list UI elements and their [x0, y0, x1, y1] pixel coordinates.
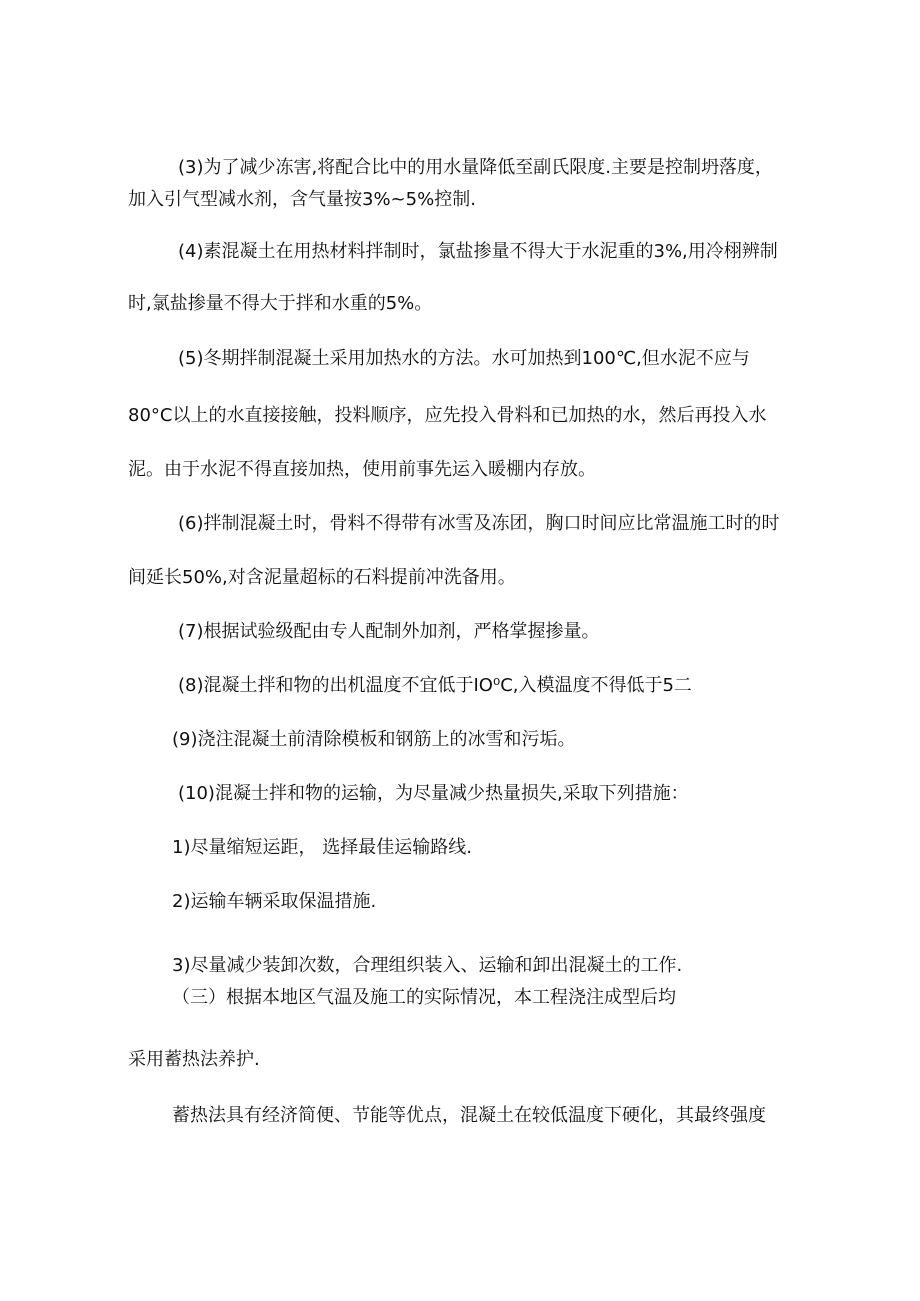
- paragraph-6-line-2: 间延长50%,对含泥量超标的石料提前冲洗备用。: [128, 567, 516, 588]
- list-item-1: 1)尽量缩短运距， 选择最佳运输路线.: [172, 837, 472, 858]
- paragraph-4-line-1: (4)素混凝土在用热材料拌制时，氯盐掺量不得大于水泥重的3%,用冷栩辨制: [178, 241, 778, 262]
- paragraph-5-line-2: 80°C以上的水直接接触，投料顺序，应先投入骨料和已加热的水，然后再投入水: [128, 405, 767, 426]
- paragraph-9: (9)浇注混凝土前清除模板和钢筋上的冰雪和污垢。: [172, 729, 576, 750]
- paragraph-10: (10)混凝士拌和物的运输，为尽量减少热量损失,采取下列措施：: [178, 783, 689, 804]
- section-three-line-1: （三）根据本地区气温及施工的实际情况，本工程浇注成型后均: [172, 987, 676, 1008]
- paragraph-3-line-1: (3)为了减少冻害,将配合比中的用水量降低至副氏限度.主要是控制坍落度，: [178, 157, 773, 178]
- list-item-2: 2)运输车辆采取保温措施.: [172, 891, 377, 912]
- heat-storage-paragraph-line-1: 蓄热法具有经济简便、节能等优点，混凝土在较低温度下硬化，其最终强度: [172, 1105, 766, 1126]
- paragraph-3-line-2: 加入引气型减水剂，含气量按3%~5%控制.: [128, 189, 476, 210]
- paragraph-5-line-1: (5)冬期拌制混凝土采用加热水的方法。水可加热到100℃,但水泥不应与: [178, 348, 750, 369]
- section-three-line-2: 采用蓄热法养护.: [128, 1049, 260, 1070]
- paragraph-7: (7)根据试验级配由专人配制外加剂，严格掌握掺量。: [178, 621, 600, 642]
- paragraph-5-line-3: 泥。由于水泥不得直接加热，使用前事先运入暖棚内存放。: [128, 459, 596, 480]
- paragraph-8: (8)混凝土拌和物的出机温度不宜低于IO⁰C,入模温度不得低于5二: [178, 675, 692, 696]
- paragraph-6-line-1: (6)拌制混凝土时，骨料不得带有冰雪及冻团，胸口时间应比常温施工时的时: [178, 513, 780, 534]
- paragraph-4-line-2: 时,氯盐掺量不得大于拌和水重的5%。: [128, 293, 433, 314]
- list-item-3: 3)尽量减少装卸次数，合理组织装入、运输和卸出混凝土的工作.: [172, 955, 683, 976]
